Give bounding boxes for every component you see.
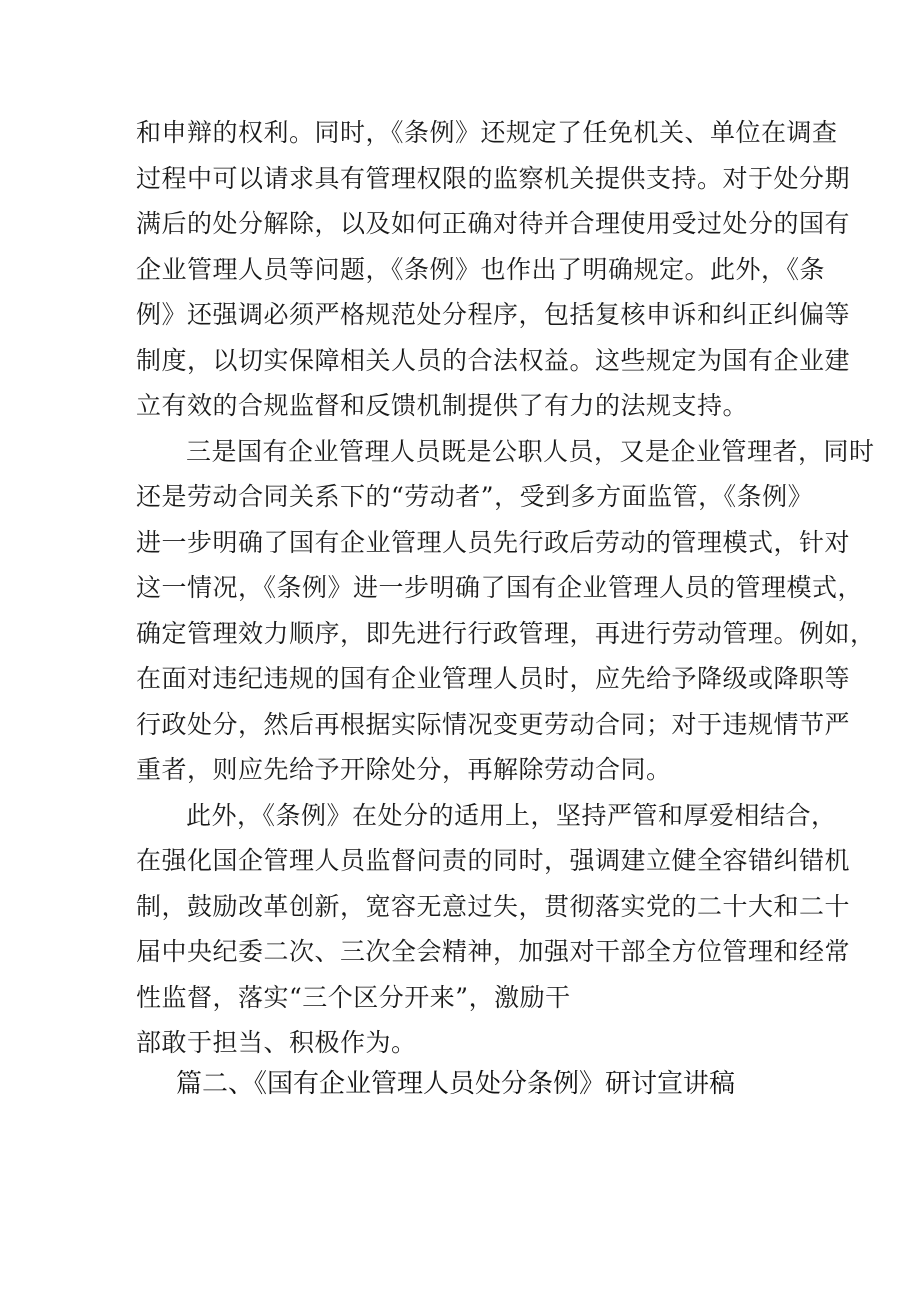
text-line: 行政处分，然后再根据实际情况变更劳动合同；对于违规情节严 [136,709,851,739]
body-text [136,110,876,1066]
text-line: 还是劳动合同关系下的“劳动者”，受到多方面监管，《条例》 [136,482,814,511]
text-line: 满后的处分解除，以及如何正确对待并合理使用受过处分的国有 [136,209,851,238]
text-line: 过程中可以请求具有管理权限的监察机关提供支持。对于处分期 [136,163,851,193]
section-heading: 篇二、《国有企业管理人员处分条例》研讨宣讲稿 [176,1069,736,1099]
text-line: 此外，《条例》在处分的适用上，坚持严管和厚爱相结合， [186,800,837,830]
text-line: 在强化国企管理人员监督问责的同时，强调建立健全容错纠错机 [136,846,851,875]
text-line: 例》还强调必须严格规范处分程序，包括复核申诉和纠正纠偏等 [136,300,851,329]
text-line: 性监督，落实“三个区分开来”，激励干 [136,982,571,1012]
text-line: 在面对违纪违规的国有企业管理人员时，应先给予降级或降职等 [136,664,851,693]
text-line: 制度，以切实保障相关人员的合法权益。这些规定为国有企业建 [136,345,851,375]
text-line: 确定管理效力顺序，即先进行行政管理，再进行劳动管理。例如， [136,618,876,648]
text-line: 三是国有企业管理人员既是公职人员，又是企业管理者，同时 [186,436,875,466]
paragraph-3 [136,793,851,1066]
text-line: 部敢于担当、积极作为。 [136,1028,417,1057]
text-line: 进一步明确了国有企业管理人员先行政后劳动的管理模式，针对 [136,527,851,557]
text-line: 企业管理人员等问题，《条例》也作出了明确规定。此外，《条 [136,254,826,284]
text-line: 立有效的合规监督和反馈机制提供了有力的法规支持。 [136,391,749,420]
paragraph-1 [136,110,851,429]
text-line: 和申辩的权利。同时，《条例》还规定了任免机关、单位在调查 [136,118,838,147]
text-line: 制，鼓励改革创新，宽容无意过失，贯彻落实党的二十大和二十 [136,891,851,921]
text-line: 届中央纪委二次、三次全会精神，加强对干部全方位管理和经常 [136,937,851,966]
paragraph-2 [136,429,876,793]
text-line: 这一情况，《条例》进一步明确了国有企业管理人员的管理模式， [136,573,864,602]
text-line: 重者，则应先给予开除处分，再解除劳动合同。 [136,755,672,784]
